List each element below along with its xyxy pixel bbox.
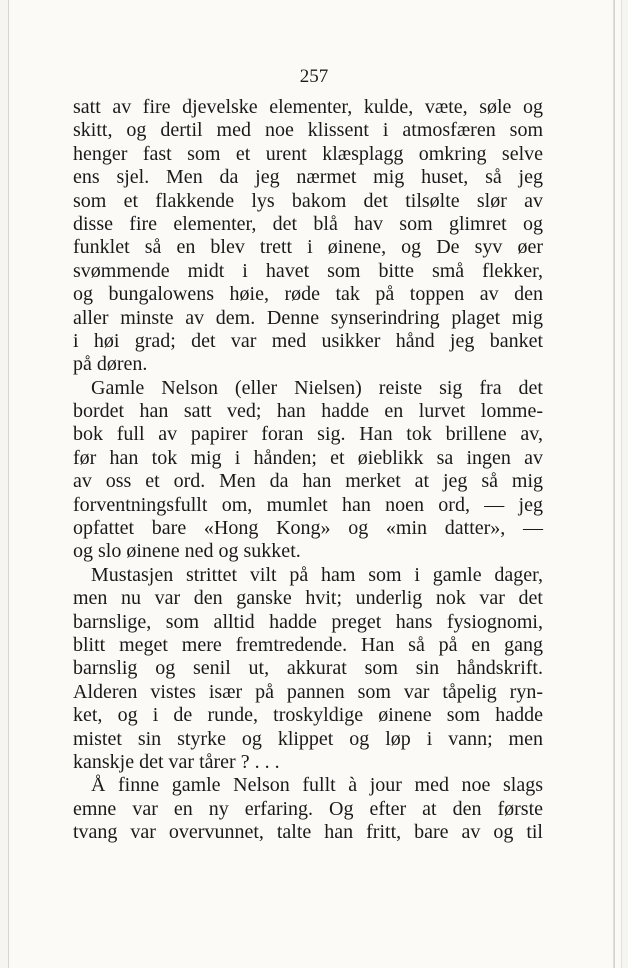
text-line: Gamle Nelson (eller Nielsen) reiste sig fra det xyxy=(91,376,543,399)
text-line: opfattet bare «Hong Kong» og «min datter», — xyxy=(73,517,543,540)
text-line: funklet så en blev trett i øinene, og De syv øer xyxy=(73,236,543,259)
text-line: tvang var overvunnet, talte han fritt, bare av og til xyxy=(73,821,543,844)
text-line: henger fast som et urent klæsplagg omkring selve xyxy=(73,142,543,165)
text-line: som et flakkende lys bakom det tilsølte slør av xyxy=(73,189,543,212)
text-line: Å finne gamle Nelson fullt à jour med noe slags xyxy=(91,774,543,797)
text-line: emne var en ny erfaring. Og efter at den første xyxy=(73,797,543,820)
text-line: på døren. xyxy=(73,353,148,376)
text-line: bordet han satt ved; han hadde en lurvet lomme- xyxy=(73,400,543,423)
body-text xyxy=(73,96,543,845)
text-line: mistet sin styrke og klippet og løp i vann; men xyxy=(73,727,543,750)
text-line: forventningsfullt om, mumlet han noen ord, — jeg xyxy=(73,493,543,516)
text-line: svømmende midt i havet som bitte små flekker, xyxy=(73,259,543,282)
text-line: ket, og i de runde, troskyldige øinene som hadde xyxy=(73,704,543,727)
page-edge xyxy=(613,0,615,968)
text-line: ens sjel. Men da jeg nærmet mig huset, så jeg xyxy=(73,166,543,189)
text-line: i høi grad; det var med usikker hånd jeg banket xyxy=(73,329,543,352)
text-line: barnslig og senil ut, akkurat som sin håndskrift. xyxy=(73,657,543,680)
text-line: og bungalowens høie, røde tak på toppen av den xyxy=(73,283,543,306)
text-line: aller minste av dem. Denne synserindring plaget mig xyxy=(73,306,543,329)
text-line: satt av fire djevelske elementer, kulde, væte, søle og xyxy=(73,96,543,118)
text-line: kanskje det var tårer ? . . . xyxy=(73,750,280,773)
text-line: før han tok mig i hånden; et øieblikk sa ingen av xyxy=(73,446,543,469)
text-line: blitt meget mere fremtredende. Han så på en gang xyxy=(73,633,543,656)
text-line: og slo øinene ned og sukket. xyxy=(73,540,301,563)
text-line: barnslige, som alltid hadde preget hans fysiognomi, xyxy=(73,610,543,633)
text-line: skitt, og dertil med noe klissent i atmosfæren som xyxy=(73,119,543,142)
text-line: av oss et ord. Men da han merket at jeg så mig xyxy=(73,470,543,493)
text-line: bok full av papirer foran sig. Han tok brillene av, xyxy=(73,423,543,446)
text-line: disse fire elementer, det blå hav som glimret og xyxy=(73,212,543,235)
text-line: Mustasjen strittet vilt på ham som i gamle dager, xyxy=(91,563,543,586)
text-line: men nu var den ganske hvit; underlig nok var det xyxy=(73,587,543,610)
text-line: Alderen vistes især på pannen som var tåpelig ryn- xyxy=(73,680,543,703)
page-number: 257 xyxy=(299,66,329,87)
